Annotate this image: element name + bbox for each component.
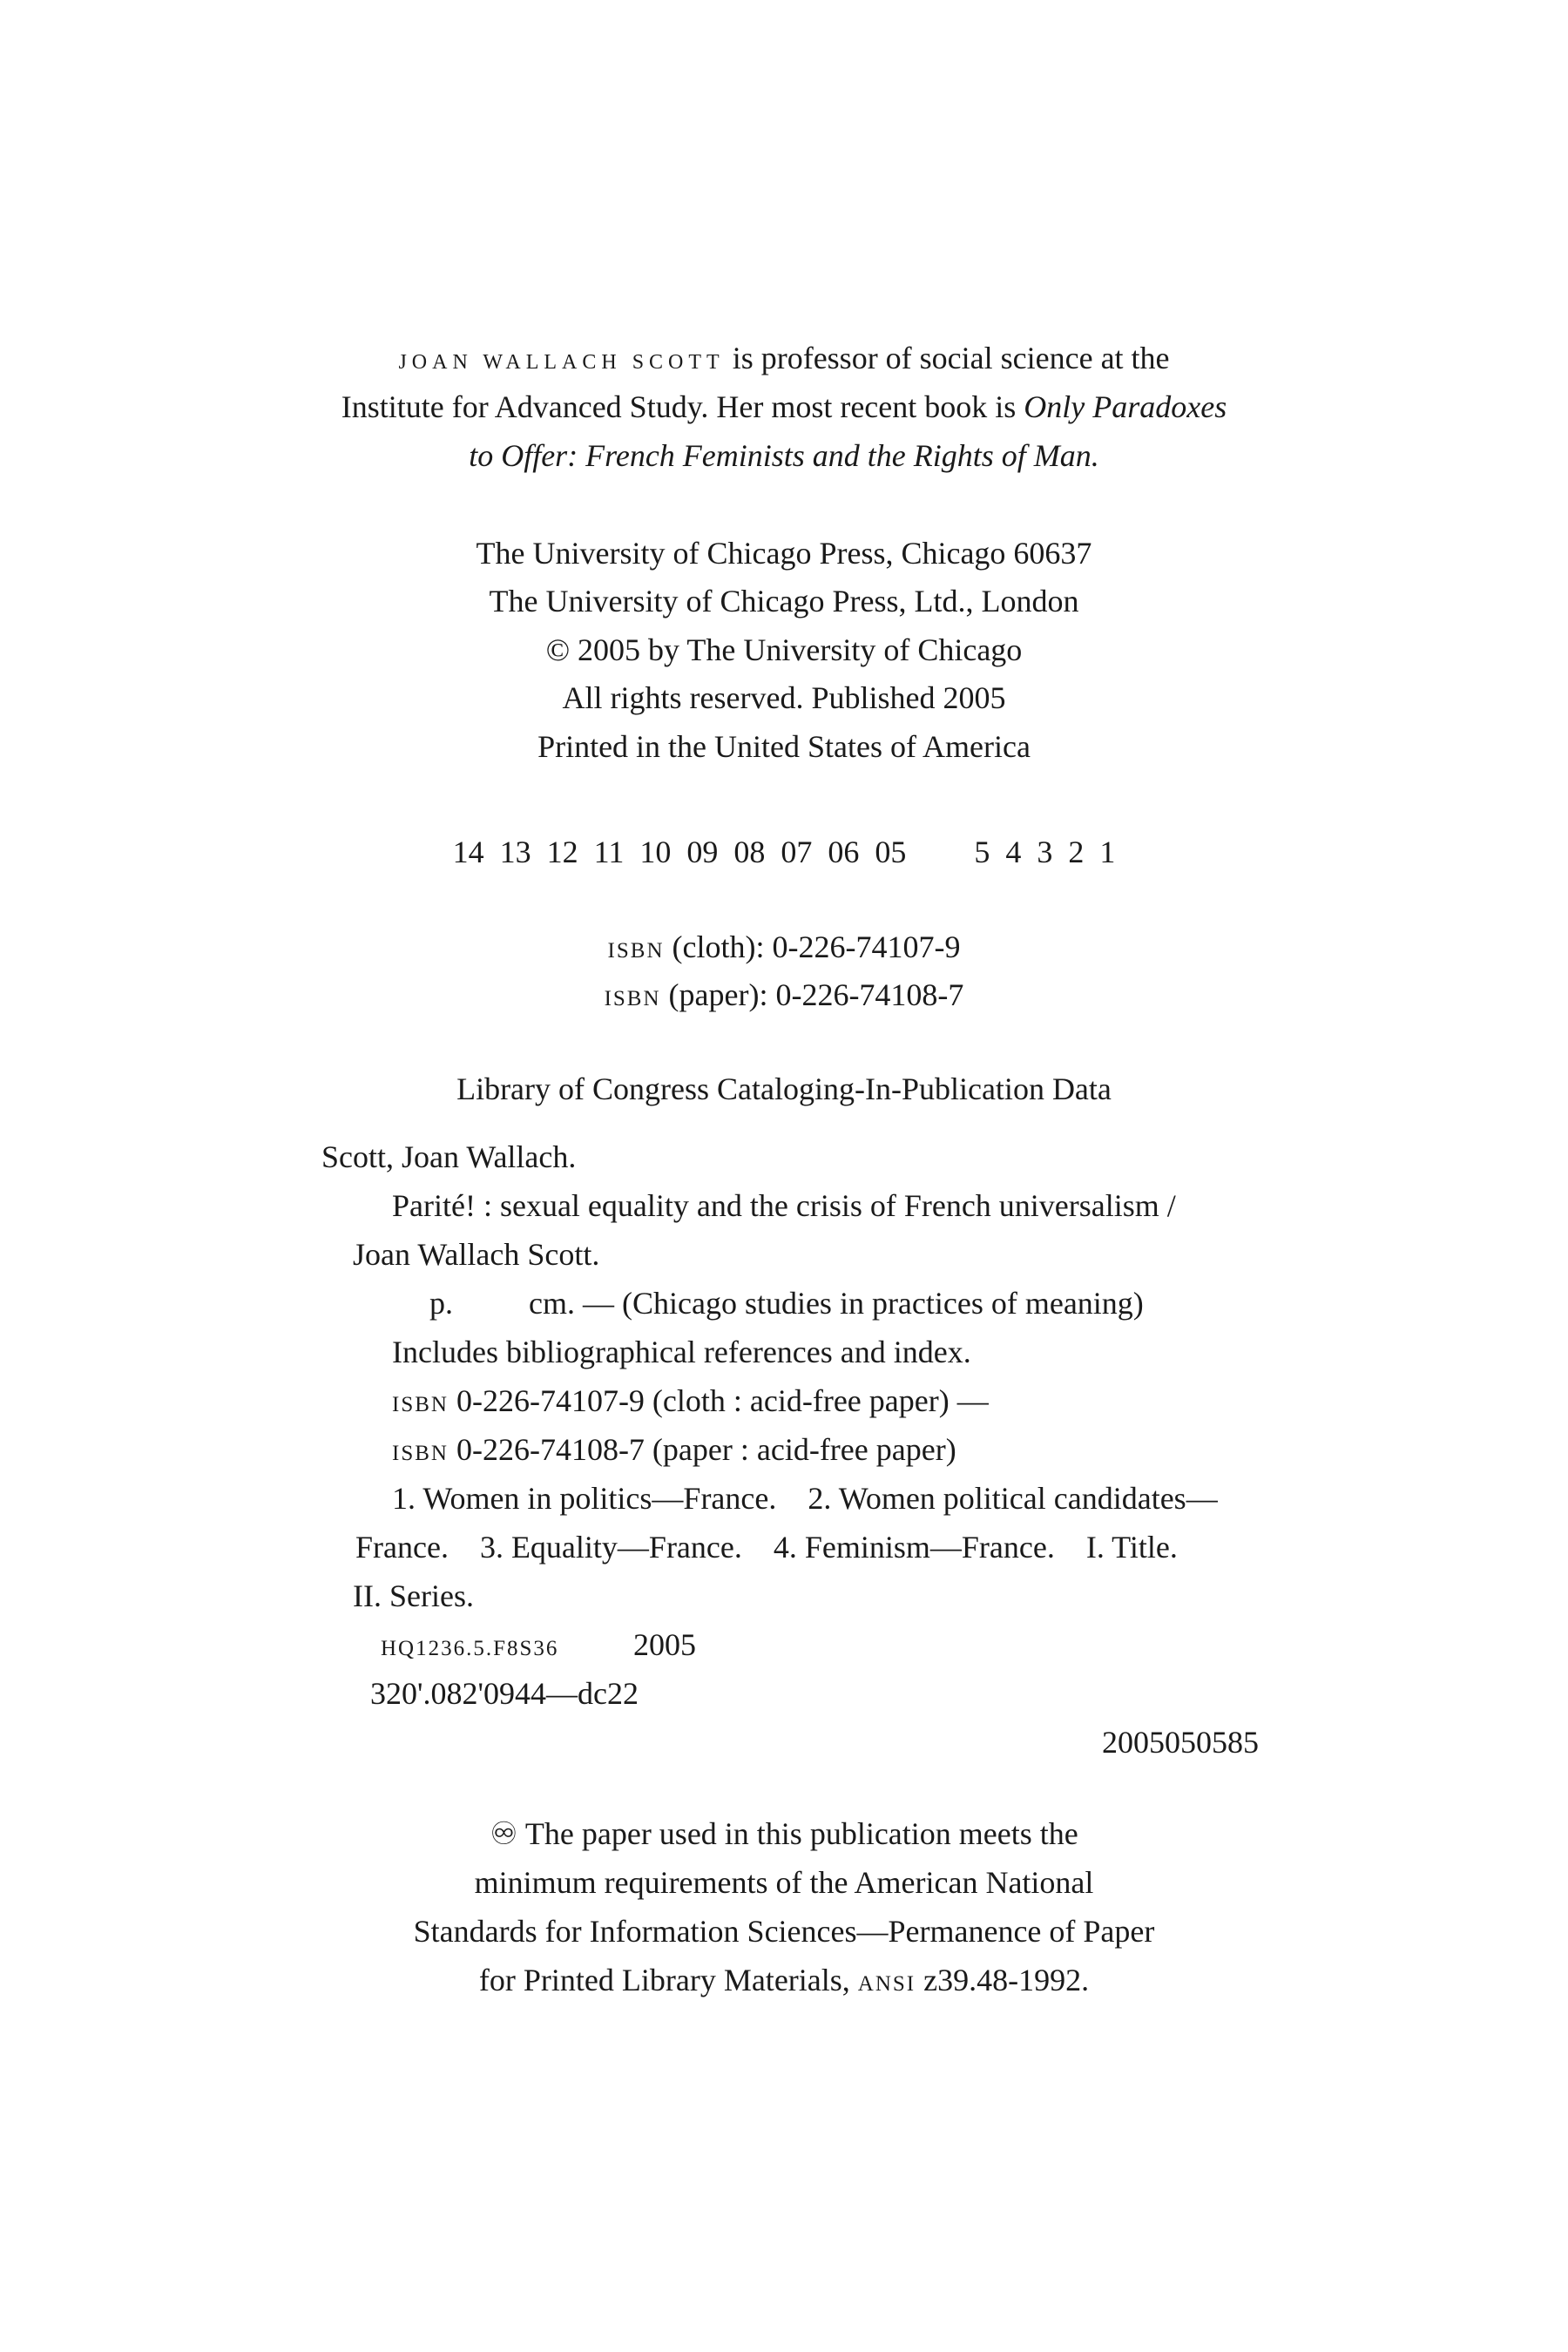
isbn-label: ISBN [607, 939, 665, 963]
cip-isbn-label: ISBN [392, 1393, 449, 1416]
isbn-cloth: (cloth): 0-226-74107-9 [664, 929, 961, 964]
paper-notice-line-4 [0, 1964, 1568, 1996]
impression-number: 3 [1037, 835, 1053, 869]
print-year: 11 [593, 835, 625, 869]
bio-line-1 [0, 342, 1568, 374]
cip-isbn-1 [392, 1385, 989, 1416]
cip-lc-year: 2005 [633, 1627, 696, 1662]
print-year: 12 [546, 835, 578, 869]
cip-subjects-line-3: II. Series. [353, 1578, 474, 1613]
publisher-line-2: The University of Chicago Press, Ltd., London [489, 584, 1079, 618]
impression-number: 4 [1005, 835, 1022, 869]
lc-call-number: HQ1236.5.F8S36 [381, 1637, 559, 1660]
cip-isbn-1-value: 0-226-74107-9 (cloth : acid-free paper) — [448, 1383, 989, 1418]
cip-lccn: 2005050585 [1102, 1725, 1259, 1760]
cip-isbn-2-value: 0-226-74108-7 (paper : acid-free paper) [448, 1432, 956, 1467]
cip-title-line-1: Parité! : sexual equality and the crisis of French universalism / [392, 1188, 1176, 1223]
book-title-part-1: Only Paradoxes [1024, 389, 1227, 424]
print-year: 05 [875, 835, 907, 869]
isbn-cloth-line [0, 931, 1568, 963]
publisher-line-1: The University of Chicago Press, Chicago 60637 [476, 536, 1092, 571]
impression-number: 5 [974, 835, 990, 869]
bio-line-2 [0, 391, 1568, 422]
impression-number: 1 [1099, 835, 1116, 869]
paper-notice-line-1-text: The paper used in this publication meets the [517, 1816, 1078, 1851]
printing-line [0, 834, 1568, 870]
author-name: JOAN WALLACH SCOTT [398, 351, 725, 374]
cip-notes: Includes bibliographical references and index. [392, 1335, 971, 1369]
infinity-icon: ♾ [490, 1816, 518, 1851]
print-year: 09 [686, 835, 719, 869]
cip-author: Scott, Joan Wallach. [321, 1139, 577, 1174]
cip-dewey: 320'.082'0944—dc22 [370, 1676, 639, 1711]
cip-physical-p: p. [429, 1286, 453, 1321]
paper-notice-line-1 [0, 1818, 1568, 1849]
copyright-line: © 2005 by The University of Chicago [545, 632, 1023, 667]
bio-line-2-text: Institute for Advanced Study. Her most recent book is [341, 389, 1024, 424]
book-title-part-2: to Offer: French Feminists and the Rights of Man. [469, 438, 1099, 473]
print-year: 08 [733, 835, 766, 869]
printed-in-line: Printed in the United States of America [537, 729, 1031, 764]
cip-lc-call [381, 1629, 558, 1660]
cip-isbn-label: ISBN [392, 1442, 449, 1465]
cip-subjects-line-1: 1. Women in politics—France. 2. Women political candidates— [392, 1481, 1218, 1516]
ansi-standard: z39.48-1992. [916, 1963, 1090, 1997]
isbn-paper-line [0, 979, 1568, 1010]
paper-notice-line-3: Standards for Information Sciences—Permanence of Paper [413, 1914, 1155, 1949]
cip-subjects-line-2: France. 3. Equality—France. 4. Feminism—France. I. Title. [355, 1530, 1178, 1565]
isbn-paper: (paper): 0-226-74108-7 [660, 977, 964, 1012]
paper-notice-line-2: minimum requirements of the American National [474, 1865, 1094, 1900]
isbn-label: ISBN [604, 987, 661, 1010]
cip-isbn-2 [392, 1434, 956, 1465]
cip-heading: Library of Congress Cataloging-In-Publication Data [456, 1071, 1112, 1106]
print-year: 06 [828, 835, 860, 869]
print-year: 10 [639, 835, 672, 869]
cip-physical-series: cm. — (Chicago studies in practices of meaning) [529, 1286, 1144, 1321]
ansi-label: ANSI [857, 1972, 916, 1996]
rights-line: All rights reserved. Published 2005 [562, 680, 1006, 715]
cip-title-line-2: Joan Wallach Scott. [353, 1237, 600, 1272]
print-year: 13 [499, 835, 531, 869]
bio-line-1-text: is professor of social science at the [724, 341, 1170, 375]
paper-notice-line-4-text: for Printed Library Materials, [478, 1963, 858, 1997]
impression-number: 2 [1068, 835, 1085, 869]
print-year: 07 [781, 835, 813, 869]
print-year: 14 [452, 835, 484, 869]
